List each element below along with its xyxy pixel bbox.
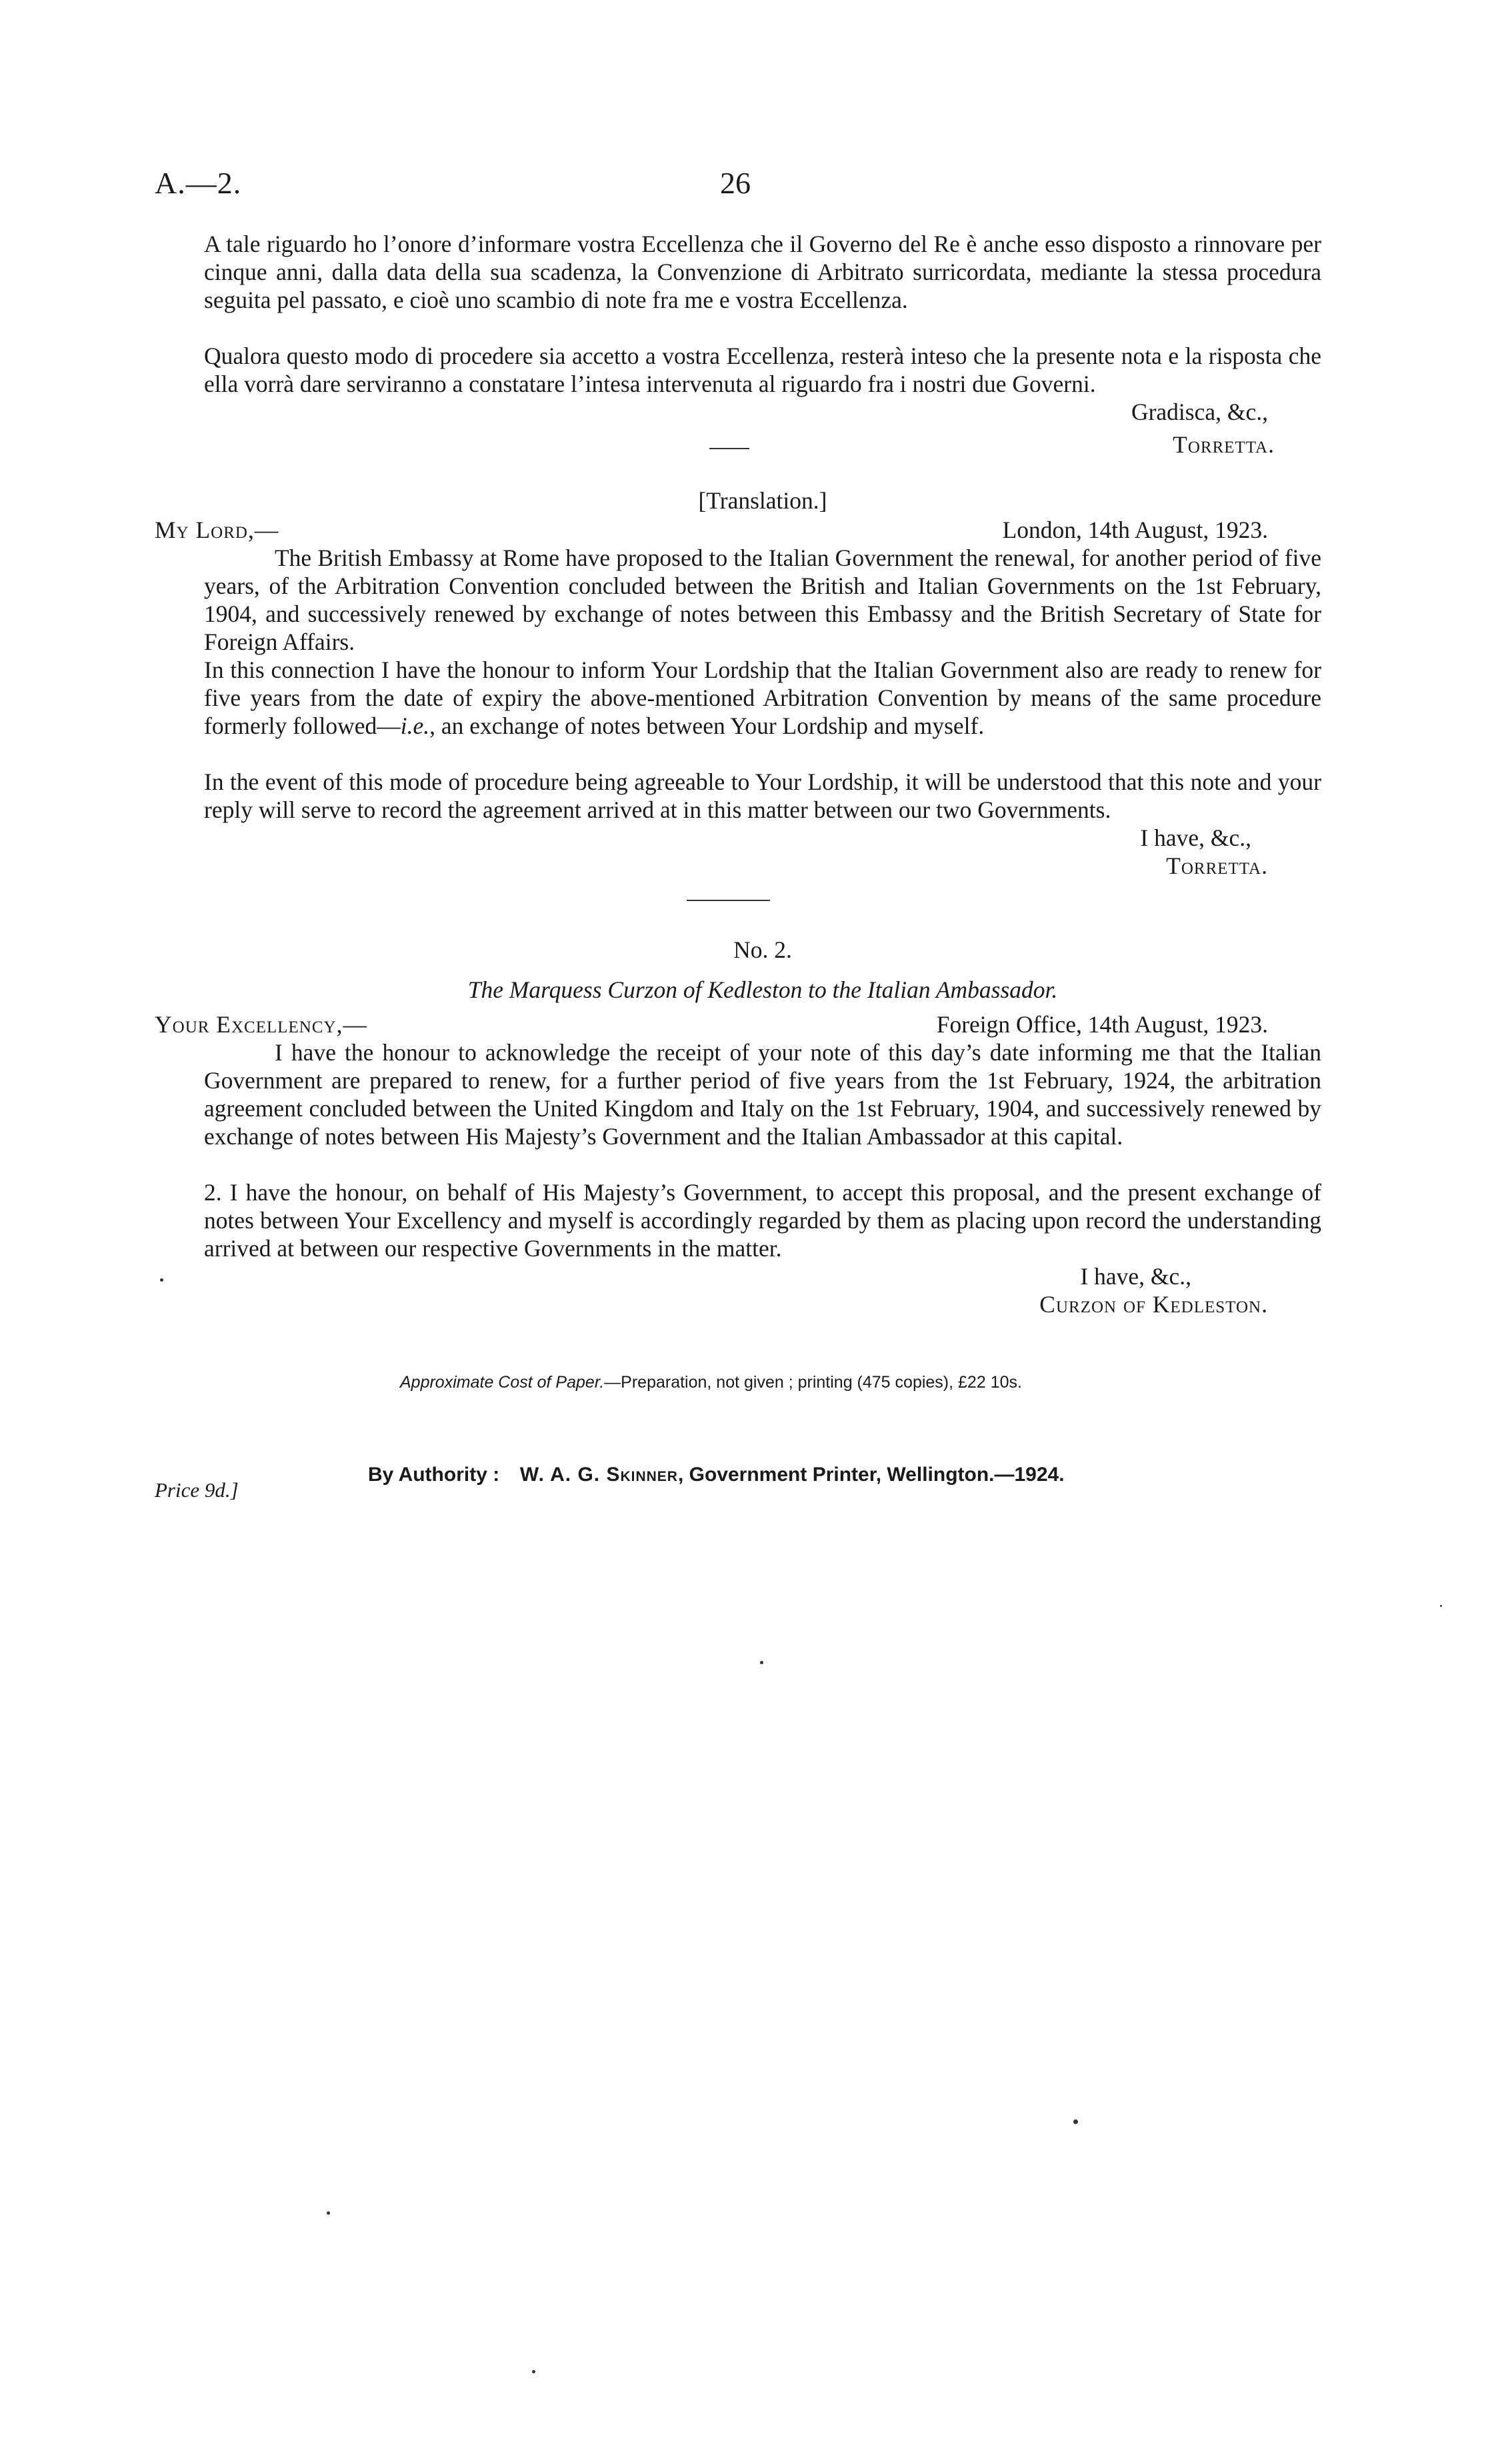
- no2-date-line: Foreign Office, 14th August, 1923.: [936, 1011, 1268, 1038]
- no2-signature: Curzon of Kedleston.: [1039, 1291, 1268, 1318]
- no2-paragraph-2: 2. I have the honour, on behalf of His Majesty’s Government, to accept this proposal, and the present exchange of notes between Your Excellency and myself is accordingly regarded by them as placing upon record the understanding arrived at between our respective Governments in the matter.: [204, 1179, 1321, 1262]
- translation-paragraph-2: In this connection I have the honour to inform Your Lordship that the Italian Government also are ready to renew for five years from the date of expiry the above-mentioned Arbitration Convention by means of the same procedure formerly followed—i.e., an exchange of notes between Your Lordship and myself.: [204, 656, 1321, 739]
- section-divider: [687, 900, 770, 901]
- italian-closing: Gradisca, &c.,: [1131, 399, 1268, 425]
- scan-speck: [160, 1278, 163, 1282]
- italian-letter-2: [204, 342, 1321, 398]
- italian-paragraph-2: Qualora questo modo di procedere sia accetto a vostra Eccellenza, resterà inteso che la presente nota e la risposta che ella vorrà dare serviranno a constatare l’intesa intervenuta al riguardo fra i nostri due Governi.: [204, 343, 1321, 397]
- translation-heading: [Translation.]: [698, 487, 827, 514]
- cost-of-paper: Approximate Cost of Paper.—Preparation, not given ; printing (475 copies), £22 10s.: [400, 1373, 1022, 1392]
- no2-paragraph-1: I have the honour to acknowledge the receipt of your note of this day’s date informing me that the Italian Government are prepared to renew, for a further period of five years from the 1st February, 1924, the arbitration agreement concluded between the United Kingdom and Italy on the 1st February, 1904, and successively renewed by exchange of notes between His Majesty’s Government and the Italian Ambassador at this capital.: [204, 1039, 1321, 1150]
- scan-speck: [1440, 1605, 1442, 1607]
- printer-authority: By Authority : W. A. G. Skinner, Government Printer, Wellington.—1924.: [368, 1464, 1065, 1486]
- translation-signature: Torretta.: [1166, 852, 1268, 879]
- scan-speck: [532, 2370, 535, 2373]
- translation-paragraph-3: In the event of this mode of procedure being agreeable to Your Lordship, it will be understood that this note and your reply will serve to record the agreement arrived at in this matter between our two Governments.: [204, 768, 1321, 823]
- letter-number: No. 2.: [733, 936, 792, 963]
- translation-date-line: London, 14th August, 1923.: [1002, 517, 1268, 543]
- scan-speck: [327, 2211, 330, 2215]
- no2-salutation: Your Excellency,—: [155, 1011, 367, 1038]
- document-reference: A.—2.: [155, 166, 242, 200]
- letter-title: The Marquess Curzon of Kedleston to the Italian Ambassador.: [467, 976, 1058, 1003]
- italian-signature: Torretta.: [1173, 431, 1275, 458]
- italian-letter: [204, 230, 1321, 314]
- translation-salutation: My Lord,—: [155, 517, 279, 543]
- scan-speck: [760, 1661, 763, 1664]
- scan-speck: [1073, 2119, 1078, 2124]
- translation-paragraph-1: The British Embassy at Rome have proposed to the Italian Government the renewal, for another period of five years, of the Arbitration Convention concluded between the British and Italian Governments on the 1st February, 1904, and successively renewed by exchange of notes between this Embassy and the British Secretary of State for Foreign Affairs.: [204, 545, 1321, 655]
- page-number: 26: [720, 166, 751, 200]
- price: Price 9d.]: [155, 1478, 239, 1502]
- italian-paragraph-1: A tale riguardo ho l’onore d’informare vostra Eccellenza che il Governo del Re è anche esso disposto a rinnovare per cinque anni, dalla data della sua scadenza, la Convenzione di Arbitrato surricordata, mediante la stessa procedura seguita pel passato, e cioè uno scambio di note fra me e vostra Eccellenza.: [204, 231, 1321, 313]
- no2-closing: I have, &c.,: [1080, 1263, 1191, 1290]
- translation-closing: I have, &c.,: [1140, 824, 1251, 851]
